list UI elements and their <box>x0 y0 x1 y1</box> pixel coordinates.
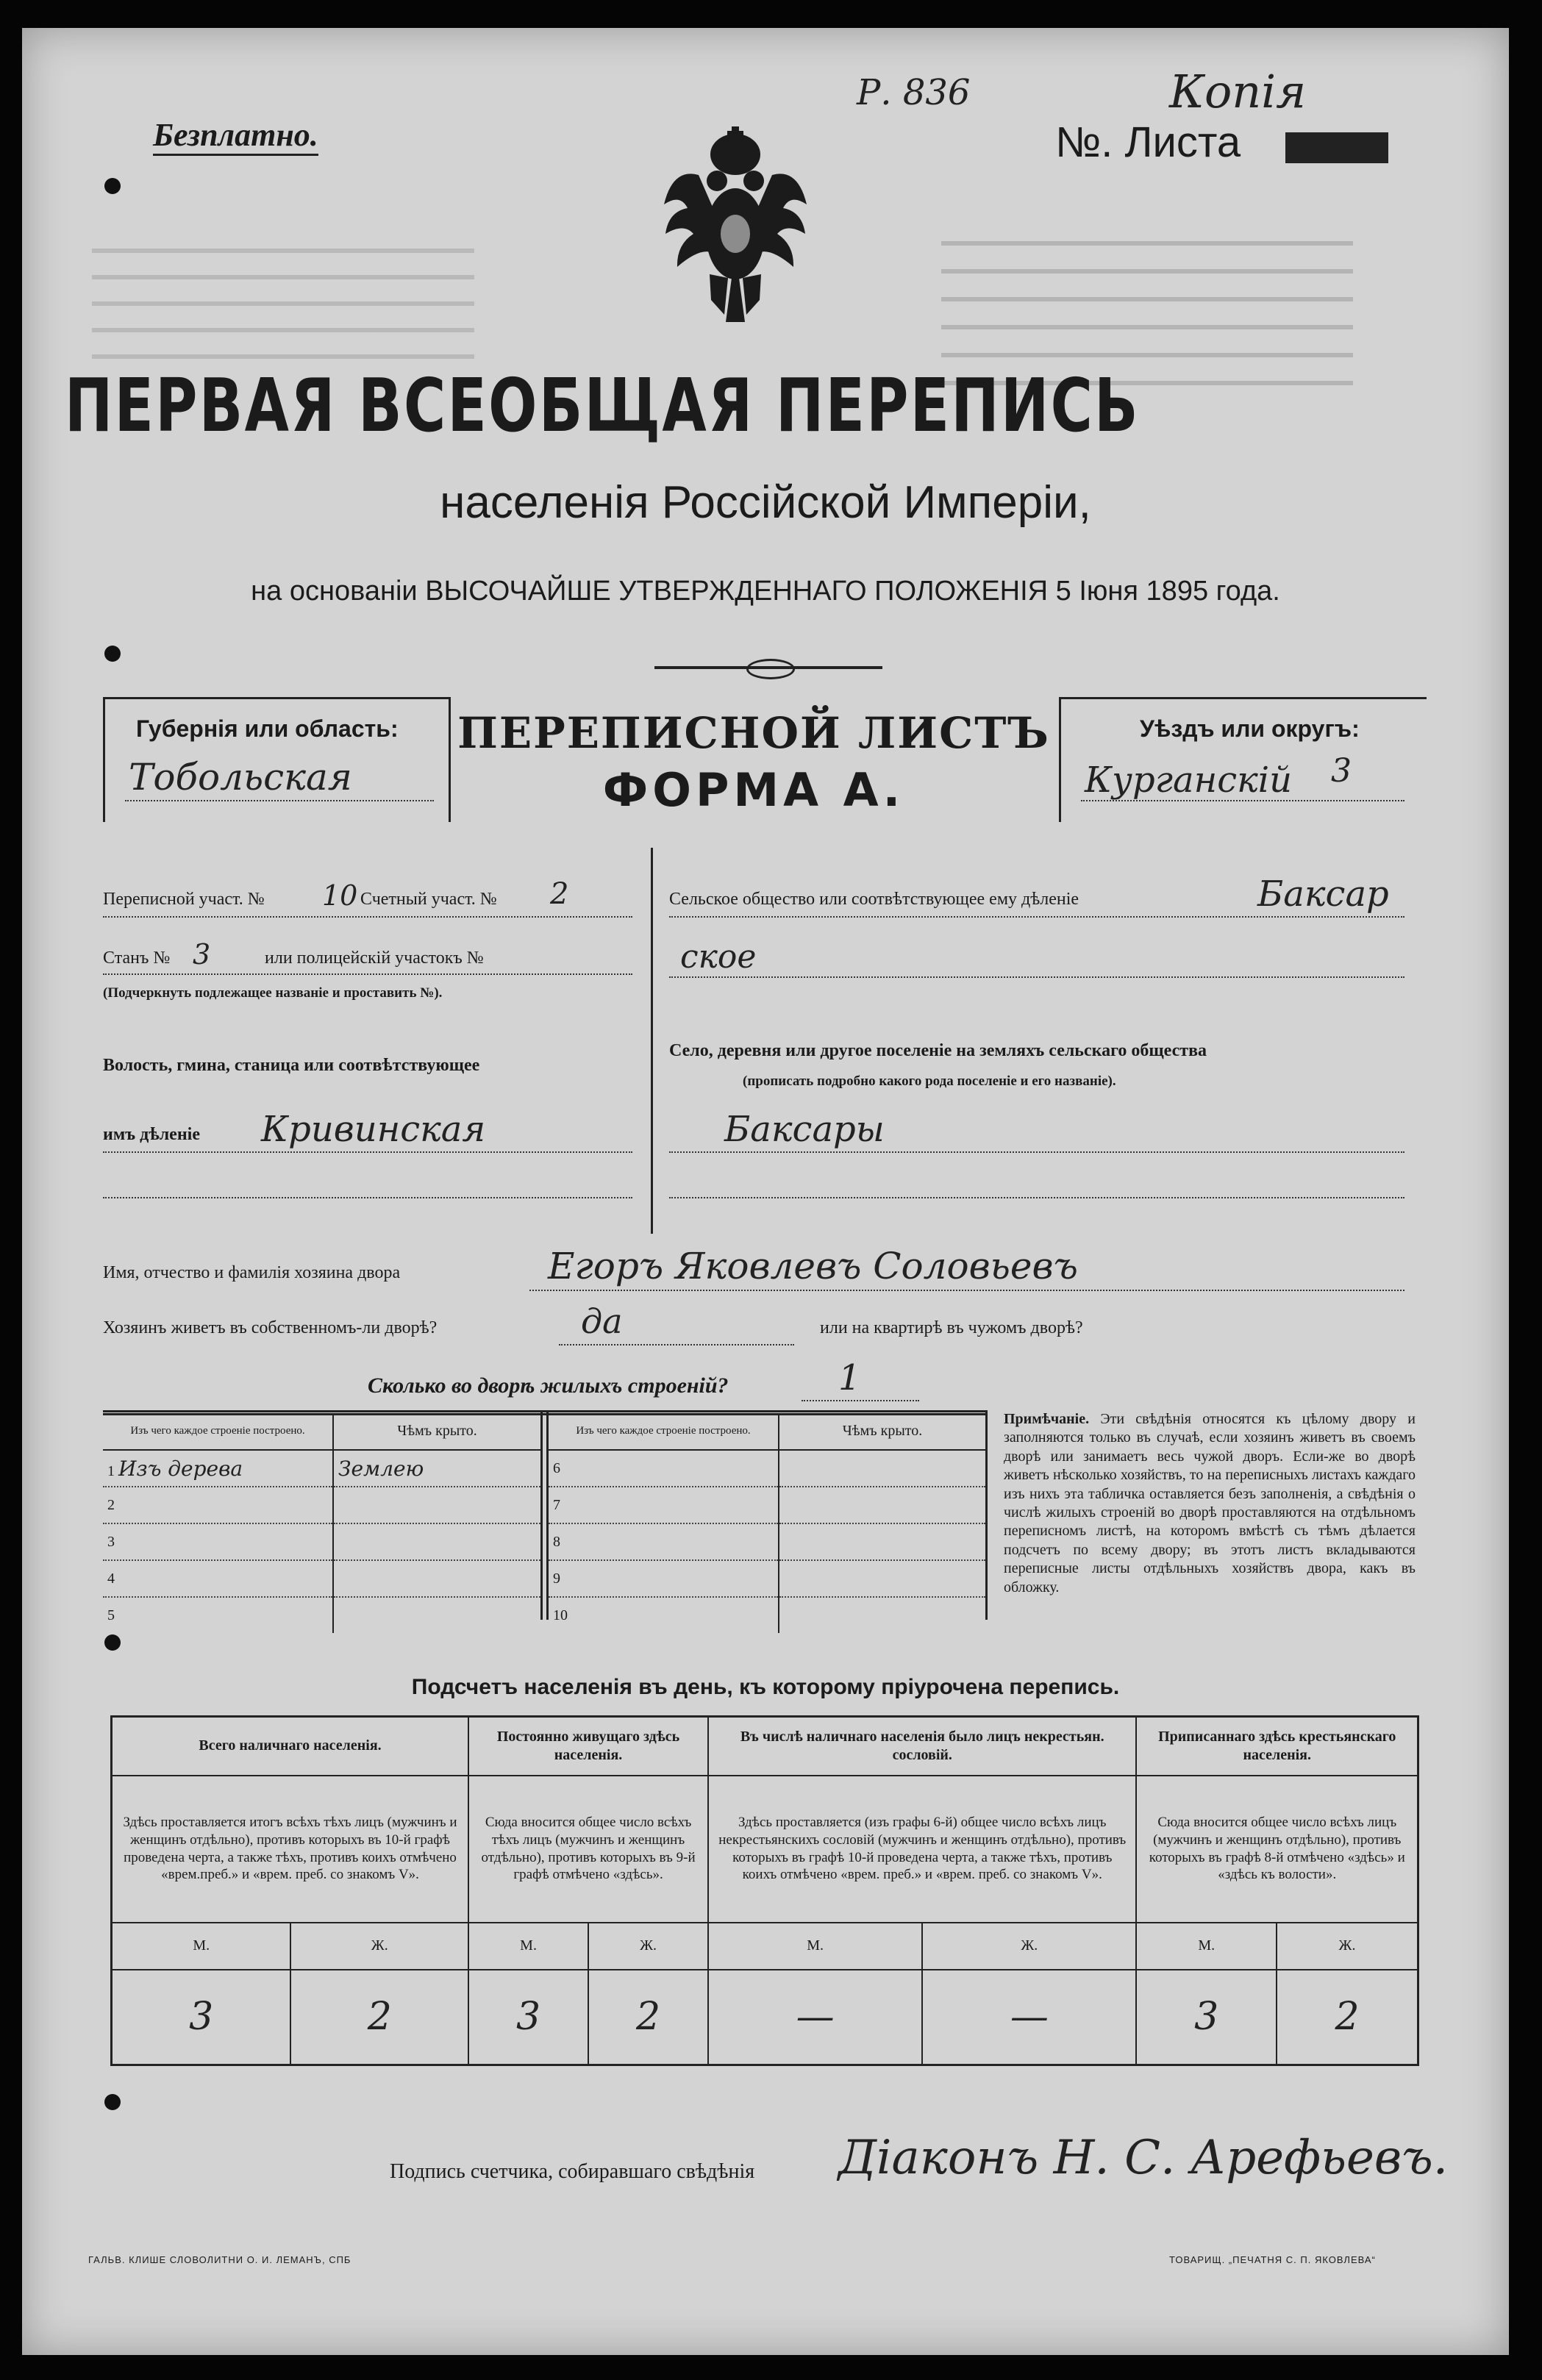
roof-header: Чѣмъ крыто. <box>333 1413 540 1450</box>
society-label: Сельское общество или соотвѣтствующее ему дѣленіе <box>669 890 1079 909</box>
table-row: 3 <box>103 1523 540 1560</box>
legal-basis: на основаніи ВЫСОЧАЙШЕ УТВЕРЖДЕННАГО ПОЛОЖЕНІЯ 5 Іюня 1895 года. <box>251 576 1280 607</box>
punch-hole-bottom <box>104 2094 121 2110</box>
buildings-table-right <box>549 1413 985 1633</box>
village-label: Село, деревня или другое поселеніе на земляхъ сельскаго общества <box>669 1041 1207 1060</box>
volost-label-2: имъ дѣленіе <box>103 1125 200 1144</box>
f-label: Ж. <box>290 1923 468 1970</box>
owner-name: Егоръ Яковлевъ Соловьевъ <box>548 1245 1078 1287</box>
col1-desc: Здѣсь проставляется итогъ всѣхъ тѣхъ лицъ (мужчинъ и женщинъ отдѣльно), противъ которыхъ въ 10-й графѣ проведена черта, а также тѣхъ, противъ коихъ отмѣчено «врем.преб.» и «врем. преб. со знакомъ V». <box>112 1776 469 1923</box>
page-title: ПЕРВАЯ ВСЕОБЩАЯ ПЕРЕПИСЬ <box>64 362 1140 449</box>
material-header-2: Изъ чего каждое строеніе построено. <box>549 1413 779 1450</box>
table-row: 5 <box>103 1597 540 1633</box>
punch-hole-top <box>104 178 121 194</box>
col4-male: 3 <box>1136 1970 1277 2065</box>
col1-female: 2 <box>290 1970 468 2065</box>
m-label: М. <box>468 1923 588 1970</box>
census-section-label: Переписной участ. № <box>103 890 265 909</box>
copy-mark: Копiя <box>1169 65 1307 118</box>
page-subtitle: населенія Россійской Имперіи, <box>440 477 1091 528</box>
census-section-value: 10 <box>322 879 358 912</box>
f-label: Ж. <box>922 1923 1136 1970</box>
district-value: Курганскiй <box>1085 760 1293 801</box>
table-row: 9 <box>549 1560 985 1597</box>
f-label: Ж. <box>588 1923 708 1970</box>
form-name: ФОРМА А. <box>602 763 905 817</box>
col1-header: Всего наличнаго населенія. <box>112 1717 469 1776</box>
table-row: 6 <box>549 1450 985 1487</box>
volost-label: Волость, гмина, станица или соотвѣтствующее <box>103 1056 480 1075</box>
remark-note <box>1004 1410 1416 1597</box>
m-label: М. <box>708 1923 922 1970</box>
stan-value: 3 <box>193 938 211 971</box>
material-header: Изъ чего каждое строеніе построено. <box>103 1413 333 1450</box>
table-row: 2 <box>103 1487 540 1523</box>
signature-label: Подпись счетчика, собиравшаго свѣдѣнія <box>390 2160 755 2183</box>
district-mark: 3 <box>1331 752 1352 790</box>
residence-label: Хозяинъ живетъ въ собственномъ-ли дворѣ? <box>103 1318 438 1337</box>
ornament-center <box>746 659 795 679</box>
col2-desc: Сюда вносится общее число всѣхъ тѣхъ лицъ (мужчинъ и женщинъ отдѣльно), противъ которыхъ въ 9-й графѣ отмѣчено «здѣсь». <box>468 1776 708 1923</box>
count-section-value: 2 <box>550 877 569 911</box>
remark-text: Эти свѣдѣнія относятся къ цѣлому двору и заполняются только въ случаѣ, если хозяинъ живетъ въ своемъ дворѣ или занимаетъ весь чужой дворъ. Если-же во дворѣ живетъ нѣсколько хозяйствъ, то на переписныхъ листахъ каждаго изъ нихъ эта табличка оставляется безъ заполненія, а свѣдѣнія о числѣ жилыхъ строеній во дворѣ проставляются на отдѣльномъ переписномъ листѣ, на которомъ вмѣстѣ съ тѣмъ дѣлается подсчетъ по всему двору; въ этотъ листъ вкладываются переписные листы отдѣльныхъ хозяйствъ двора, какъ въ обложку. <box>1004 1411 1416 1595</box>
count-section-label: Счетный участ. № <box>360 890 497 909</box>
table-row: 1 Изъ дерева Землею <box>103 1450 540 1487</box>
police-label: или полицейскій участокъ № <box>265 948 484 968</box>
col2-male: 3 <box>468 1970 588 2065</box>
imperial-eagle-icon <box>658 124 813 329</box>
roof-value: Землею <box>338 1456 424 1481</box>
society-value: Баксар <box>1257 873 1389 915</box>
table-row: 8 <box>549 1523 985 1560</box>
col2-female: 2 <box>588 1970 708 2065</box>
col2-header: Постоянно живущаго здѣсь населенія. <box>468 1717 708 1776</box>
printer-right: ТОВАРИЩ. „ПЕЧАТНЯ С. П. ЯКОВЛЕВА“ <box>1169 2254 1376 2265</box>
census-sheet <box>22 28 1509 2355</box>
volost-value: Кривинская <box>261 1109 486 1150</box>
owner-label: Имя, отчество и фамилія хозяина двора <box>103 1263 401 1282</box>
residence-label-2: или на квартирѣ въ чужомъ дворѣ? <box>820 1318 1083 1337</box>
material-value: Изъ дерева <box>118 1456 243 1481</box>
col1-male: 3 <box>112 1970 291 2065</box>
col4-female: 2 <box>1277 1970 1418 2065</box>
buildings-count: 1 <box>838 1357 861 1398</box>
count-title: Подсчетъ населенія въ день, къ которому пріурочена перепись. <box>411 1675 1120 1699</box>
society-value-continued: ское <box>680 938 757 976</box>
residence-value: да <box>581 1301 623 1341</box>
province-value: Тобольская <box>129 756 352 798</box>
roof-header-2: Чѣмъ крыто. <box>779 1413 985 1450</box>
village-note: (прописать подробно какого рода поселеніе и его названіе). <box>743 1073 1116 1089</box>
col3-header: Въ числѣ наличнаго населенія было лицъ некрестьян. сословій. <box>708 1717 1136 1776</box>
buildings-table-left <box>103 1413 540 1633</box>
remark-title: Примѣчаніе. <box>1004 1411 1090 1427</box>
bleed-through-text-left <box>92 249 474 381</box>
punch-hole-middle <box>104 646 121 662</box>
stan-label: Станъ № <box>103 948 171 968</box>
sheet-number-label: №. Листа <box>1055 118 1241 166</box>
table-row: 10 <box>549 1597 985 1633</box>
district-label: Уѣздъ или округъ: <box>1140 715 1360 742</box>
free-label: Безплатно. <box>153 116 318 156</box>
sheet-number-blot <box>1285 132 1388 163</box>
col3-male: — <box>708 1970 922 2065</box>
col4-header: Приписаннаго здѣсь крестьянскаго населенія. <box>1136 1717 1418 1776</box>
col4-desc: Сюда вносится общее число всѣхъ лицъ (мужчинъ и женщинъ отдѣльно), противъ которыхъ въ графѣ 8-й отмѣчено «здѣсь» и «здѣсь къ волости». <box>1136 1776 1418 1923</box>
punch-hole-low <box>104 1634 121 1651</box>
col3-female: — <box>922 1970 1136 2065</box>
population-count-table <box>110 1715 1419 2066</box>
signature-value: Дiаконъ Н. С. Арефьевъ. <box>838 2131 1449 2185</box>
table-row: 7 <box>549 1487 985 1523</box>
f-label: Ж. <box>1277 1923 1418 1970</box>
table-row: 4 <box>103 1560 540 1597</box>
buildings-question: Сколько во дворѣ жилыхъ строеній? <box>368 1373 729 1398</box>
m-label: М. <box>112 1923 291 1970</box>
col3-desc: Здѣсь проставляется (изъ графы 6-й) общее число всѣхъ лицъ некрестьянскихъ сословій (мужчинъ и женщинъ отдѣльно), противъ которыхъ въ графѣ 10-й проведена черта, а также тѣхъ, противъ коихъ отмѣчено «врем. преб.» и «врем. преб. со знакомъ V». <box>708 1776 1136 1923</box>
form-title: ПЕРЕПИСНОЙ ЛИСТЪ <box>457 708 1050 758</box>
archive-number: Р. 836 <box>857 72 971 113</box>
underline-note: (Подчеркнуть подлежащее названіе и проставить №). <box>103 985 443 1001</box>
m-label: М. <box>1136 1923 1277 1970</box>
village-value: Баксары <box>724 1109 885 1150</box>
printer-left: ГАЛЬВ. КЛИШЕ СЛОВОЛИТНИ О. И. ЛЕМАНЪ, СПБ <box>88 2254 351 2265</box>
province-label: Губернія или область: <box>136 715 399 742</box>
